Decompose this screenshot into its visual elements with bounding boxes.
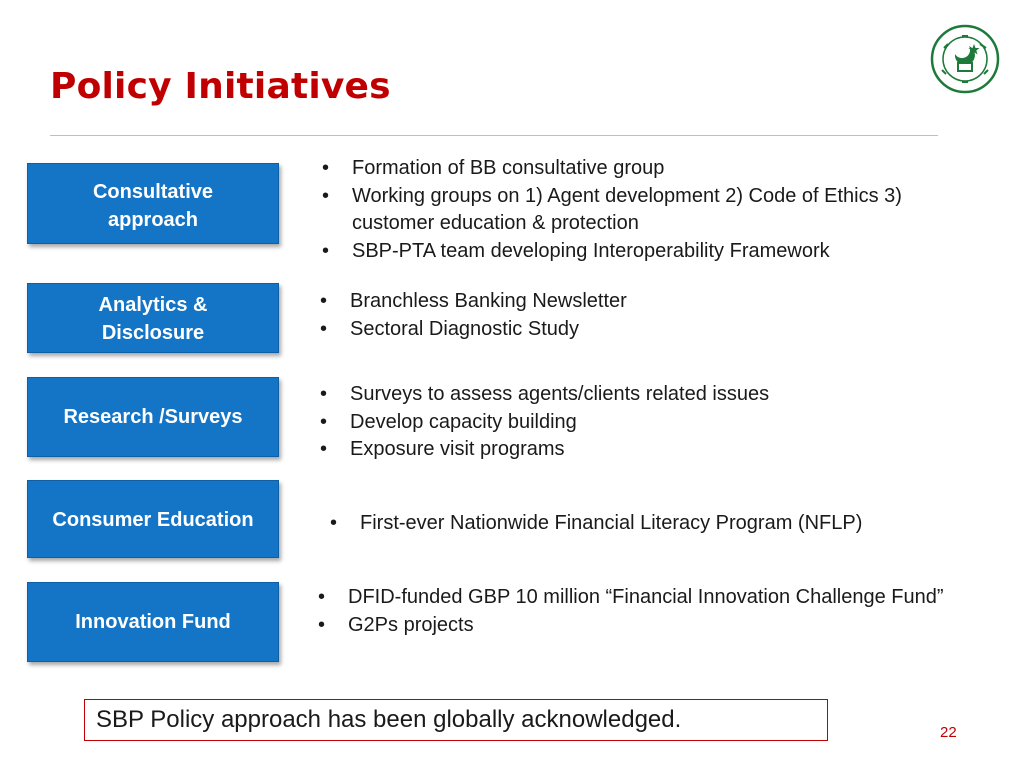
- slide-title: Policy Initiatives: [50, 66, 391, 107]
- bullet-glyph: •: [318, 586, 326, 608]
- bullet-glyph: •: [320, 410, 328, 433]
- section-label-line: Consultative: [92, 181, 214, 203]
- section-label-research-surveys: [27, 377, 279, 457]
- bullet-glyph: •: [330, 512, 338, 534]
- section-label-line: Research /Surveys: [63, 406, 243, 428]
- bullet-glyph: •: [320, 383, 328, 405]
- bullet-glyph: •: [318, 613, 326, 636]
- bullet-list-innovation-fund: [316, 584, 966, 639]
- section-label-line: Disclosure: [101, 322, 205, 344]
- bullet-list-consumer-education: [328, 510, 978, 538]
- section-label-innovation-fund: [27, 582, 279, 662]
- bullet-glyph: •: [320, 438, 328, 460]
- footer-note: SBP Policy approach has been globally acknowledged.: [84, 699, 828, 741]
- list-item: • SBP-PTA team developing Interoperability Framework: [320, 238, 970, 266]
- list-item: • Formation of BB consultative group: [320, 155, 970, 183]
- bullet-glyph: •: [322, 157, 330, 179]
- list-item: • Branchless Banking Newsletter: [318, 288, 968, 316]
- list-item: • DFID-funded GBP 10 million “Financial Innovation Challenge Fund”: [316, 584, 966, 612]
- list-item: • First-ever Nationwide Financial Literacy Program (NFLP): [328, 510, 978, 538]
- section-label-consumer-education: [27, 480, 279, 558]
- section-label-consultative-approach: [27, 163, 279, 244]
- bullet-glyph: •: [322, 184, 330, 207]
- bullet-glyph: •: [322, 239, 330, 262]
- state-bank-of-pakistan-logo: [930, 24, 1000, 94]
- list-item: • Develop capacity building: [318, 409, 968, 437]
- section-label-analytics-disclosure: [27, 283, 279, 353]
- title-divider: [50, 135, 938, 136]
- section-label-line: Consumer Education: [52, 509, 254, 531]
- list-item: • Surveys to assess agents/clients related issues: [318, 381, 968, 409]
- bullet-list-analytics-disclosure: [318, 288, 968, 343]
- bullet-glyph: •: [320, 290, 328, 312]
- bullet-glyph: •: [320, 317, 328, 340]
- section-label-line: Analytics &: [98, 294, 208, 316]
- list-item: • Exposure visit programs: [318, 436, 968, 464]
- page-number: 22: [940, 724, 957, 741]
- section-label-line: Innovation Fund: [75, 611, 231, 633]
- bullet-list-consultative-approach: [320, 155, 970, 265]
- bullet-list-research-surveys: [318, 381, 968, 464]
- list-item: • Working groups on 1) Agent development 2) Code of Ethics 3) customer education & protection: [322, 184, 902, 234]
- list-item: • G2Ps projects: [316, 612, 966, 640]
- list-item: • Sectoral Diagnostic Study: [318, 316, 968, 344]
- section-label-line: approach: [107, 209, 199, 231]
